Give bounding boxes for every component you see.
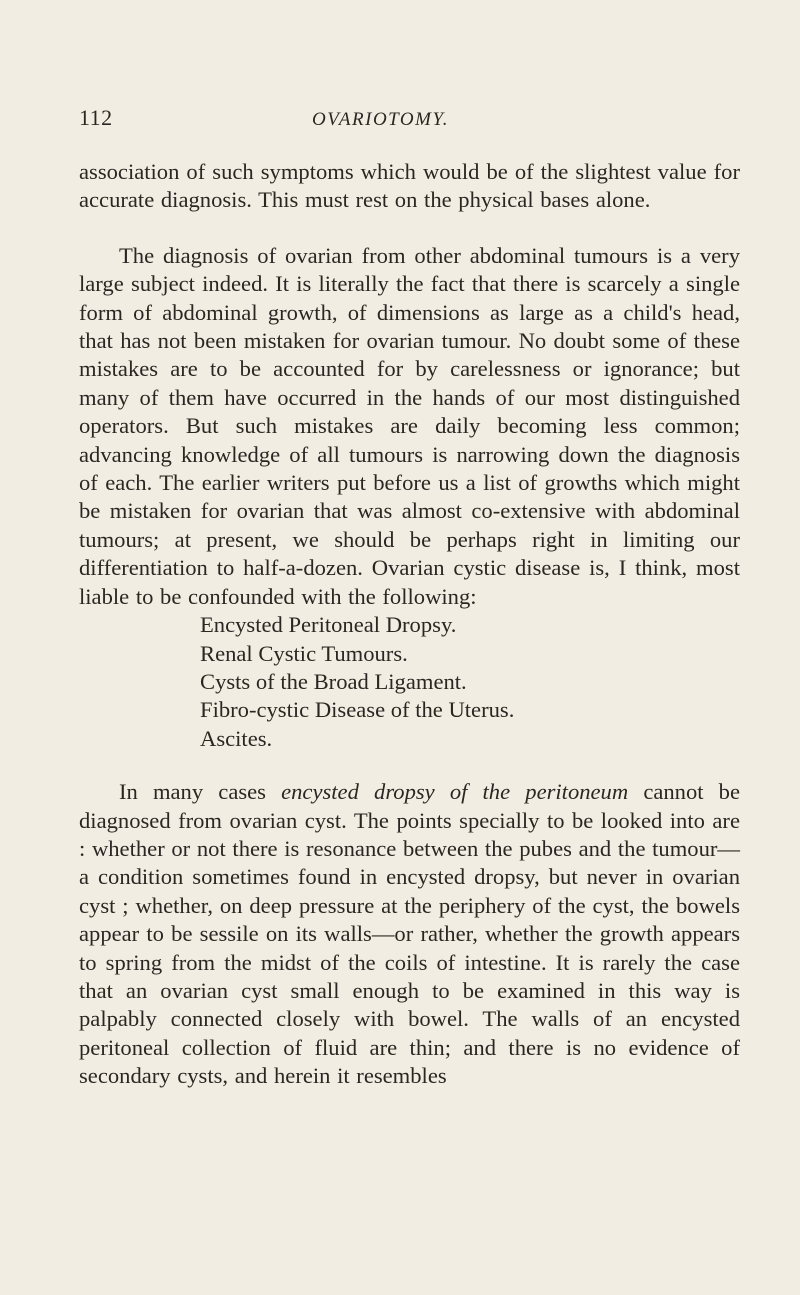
page-number: 112 bbox=[79, 105, 113, 130]
running-title: OVARIOTOMY. bbox=[312, 109, 450, 130]
paragraph-continuation: association of such symptoms which would be of the slightest value for accurate diagnosis. This must rest on the physical bases alone. bbox=[79, 159, 740, 213]
paragraph-lead-text: In many cases bbox=[119, 779, 266, 805]
paragraph-gap bbox=[79, 215, 740, 242]
list-item: Renal Cystic Tumours. bbox=[200, 640, 408, 666]
paragraph-diagnosis: The diagnosis of ovarian from other abdominal tumours is a very large subject indeed. It is literally the fact that there is scarcely a single form of abdominal growth, of dimensions as large as a child's head, that has not been mistaken for ovarian tumour. No doubt some of these mistakes are to be accounted for by carelessness or ignorance; but many of them have occurred in the hands of our most distinguished operators. But such mistakes are daily becoming less common; advancing knowledge of all tumours is narrowing down the diagnosis of each. The earlier writers put before us a list of growths which might be mistaken for ovarian that was almost co-extensive with abdominal tumours; at present, we should be perhaps right in limiting our differentiation to half-a-dozen. Ovarian cystic disease is, I think, most liable to be confounded with the following: bbox=[79, 242, 740, 609]
list-item: Cysts of the Broad Ligament. bbox=[200, 668, 467, 694]
conditions-list bbox=[79, 611, 740, 753]
italic-term: encysted dropsy of the peritoneum bbox=[281, 779, 629, 805]
list-item: Ascites. bbox=[200, 725, 273, 751]
paragraph-body-text: cannot be diagnosed from ovarian cyst. The points specially to be looked into are : whether or not there is resonance between the pubes and the tumour—a condition sometimes found in encysted dropsy, but never in ovarian cyst ; whether, on deep pressure at the periphery of the cyst, the bowels appear to be sessile on its walls—or rather, whether the growth appears to spring from the midst of the coils of intestine. It is rarely the case that an ovarian cyst small enough to be examined in this way is palpably connected closely with bowel. The walls of an encysted peritoneal collection of fluid are thin; and there is no evidence of secondary cysts, and herein it resembles bbox=[79, 779, 741, 1089]
paragraph-encysted-dropsy bbox=[79, 778, 740, 1090]
page-header bbox=[79, 105, 740, 135]
list-item: Fibro-cystic Disease of the Uterus. bbox=[200, 697, 515, 723]
paragraph-gap bbox=[79, 753, 740, 778]
list-item: Encysted Peritoneal Dropsy. bbox=[200, 612, 457, 638]
body-text bbox=[79, 158, 740, 1091]
